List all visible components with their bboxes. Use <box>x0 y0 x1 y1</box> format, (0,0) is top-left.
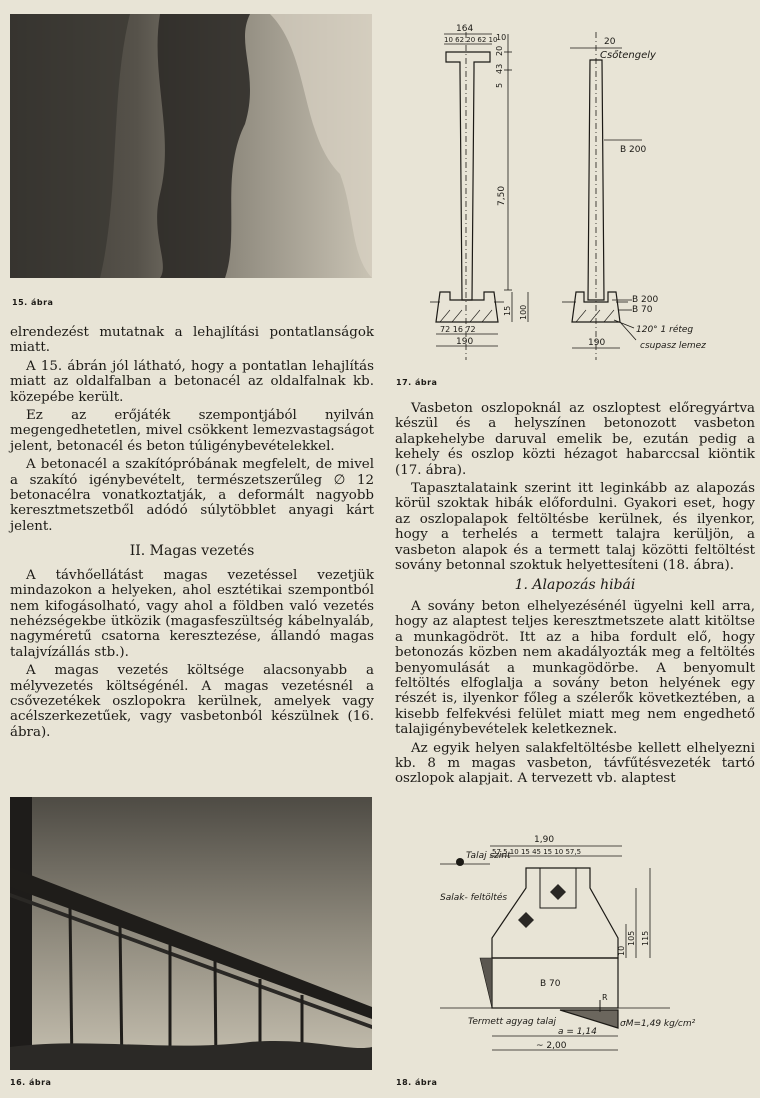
native-soil-label: Termett agyag talaj <box>468 1017 557 1027</box>
dim-foot-100: 100 <box>519 304 528 320</box>
dim-10-top: 10 <box>496 33 507 42</box>
figure-18-svg <box>440 828 750 1068</box>
dim-top-width: 164 <box>456 24 474 34</box>
concrete-top-label: B 200 <box>620 145 647 155</box>
paragraph: Az egyik helyen salakfeltöltésbe kellett elhelyezni kb. 8 m magas vasbeton, távfűtésvezeték tartó oszlopok alapjait. A tervezett vb. alaptest <box>395 740 755 787</box>
concrete-foot-label: B 200 <box>632 295 659 305</box>
dim-r-20: 20 <box>604 37 616 47</box>
figure-16-image <box>10 797 372 1070</box>
dim-43: 43 <box>495 63 504 74</box>
figure-15-image <box>10 14 372 278</box>
paragraph: Tapasztalataink szerint itt leginkább az alapozás körül szoktak hibák előfordulni. Gyakori eset, hogy az oszlopalapok feltöltésbe kerülnek, és ilyenkor, hogy a terhelés a termett talajra kerüljön, a vasbeton alapok és a termett talaj közötti feltöltést sovány betonnal szoktuk helyettesíteni (18. ábra). <box>395 481 755 574</box>
dim-10: 10 <box>617 945 626 956</box>
section-heading: II. Magas vezetés <box>129 543 255 560</box>
pipe-axis-label: Csőtengely <box>600 50 656 61</box>
figure-18-caption: 18. ábra <box>396 1078 438 1087</box>
slag-fill-label: Salak- feltöltés <box>440 893 508 903</box>
dim-base-width: 190 <box>456 337 474 347</box>
figure-17-caption: 17. ábra <box>396 378 438 387</box>
dim-5: 5 <box>495 82 504 88</box>
dim-base-parts: 72 16 72 <box>440 325 476 334</box>
bare-sheet-label: csupasz lemez <box>640 341 706 351</box>
left-text-column <box>10 325 374 743</box>
dim-r-190: 190 <box>588 338 606 348</box>
concrete-lean-label: B 70 <box>632 305 653 315</box>
dim-115: 115 <box>641 930 650 946</box>
paragraph: A 15. ábrán jól látható, hogy a pontatlan lehajlítás miatt az oldalfalban a betonacél az oldalfalnak kb. közepébe került. <box>10 358 374 405</box>
a-value-label: a = 1,14 <box>558 1027 597 1037</box>
dim-height: 7,50 <box>497 185 507 206</box>
figure-18-diagram <box>440 828 750 1068</box>
figure-16-photo <box>10 797 372 1070</box>
ground-level-label: Talaj szint <box>466 851 511 861</box>
figure-15-photo <box>10 14 372 278</box>
figure-16-caption: 16. ábra <box>10 1078 52 1087</box>
layer-label: 120° 1 réteg <box>636 325 694 335</box>
paragraph: A sovány beton elhelyezésénél ügyelni kell arra, hogy az alaptest teljes keresztmetszete alatt kitöltse a munkagödröt. Itt az a hiba fordult elő, hogy betonozás közben nem akadályozták meg a feltöltés benyomulását a munkagödörbe. A benyomult feltöltés elfoglalja a sovány beton helyének egy részét is, ilyenkor főleg a szélerők következtében, a kisebb felfekvési felület miatt meg nem engedhető talajigénybevételek keletkeznek. <box>395 598 755 738</box>
right-text-column <box>395 401 755 790</box>
dim-20: 20 <box>495 45 504 56</box>
paragraph: Vasbeton oszlopoknál az oszloptest előregyártva készül és a helyszínen betonozott vasbeton alapkehelybe daruval emelik be, ezután pedig a kehely és oszlop közti hézagot habarccsal kiöntik (17. ábra). <box>395 401 755 478</box>
pressure-label: σM=1,49 kg/cm² <box>620 1019 696 1029</box>
dim-foot-15: 15 <box>503 305 512 316</box>
paragraph: A távhőellátást magas vezetéssel vezetjük mindazokon a helyeken, ahol esztétikai szempontból nem kifogásolható, vagy ahol a földben való vezetés nehézségekbe ütközik (magasfeszültség kábelnyaláb, nagyméretű csatorna keresztezése, állandó magas talajvízállás stb.). <box>10 567 374 660</box>
paragraph: A magas vezetés költsége alacsonyabb a mélyvezetés költségénél. A magas vezetésnél a csővezetékek oszlopokra kerülnek, amelyek vagy acélszerkezetűek, vagy vasbetonból készülnek (16. ábra). <box>10 663 374 740</box>
paragraph: Ez az erőjáték szempontjából nyilván megengedhetetlen, mivel csökkent lemezvastagságot jelent, betonacél és beton túligénybevételekkel. <box>10 408 374 454</box>
ground-level-marker-icon <box>456 858 464 866</box>
section-heading: 1. Alapozás hibái <box>514 577 636 594</box>
figure-15-caption: 15. ábra <box>12 298 54 307</box>
dim-top-parts: 10 62 20 62 10 <box>444 36 498 44</box>
figure-17-svg <box>400 10 750 370</box>
dim-top-width: 1,90 <box>534 835 555 845</box>
figure-17-diagram <box>400 10 750 370</box>
paragraph: A betonacél a szakítópróbának megfelelt, de mivel a szakító igénybevételt, természetszerűleg ∅ 12 betonacélra vonatkoztatják, a deformált nagyobb keresztmetszetből adódó súlytöbblet anyagi kárt jelent. <box>10 457 374 534</box>
lean-concrete-label: B 70 <box>540 979 561 989</box>
base-width-label: ~ 2,00 <box>536 1041 567 1051</box>
dim-105: 105 <box>627 930 636 946</box>
force-label: R <box>602 993 608 1002</box>
dim-top-parts: 57,5 10 15 45 15 10 57,5 <box>492 848 582 856</box>
paragraph: elrendezést mutatnak a lehajlítási pontatlanságok miatt. <box>10 325 374 356</box>
